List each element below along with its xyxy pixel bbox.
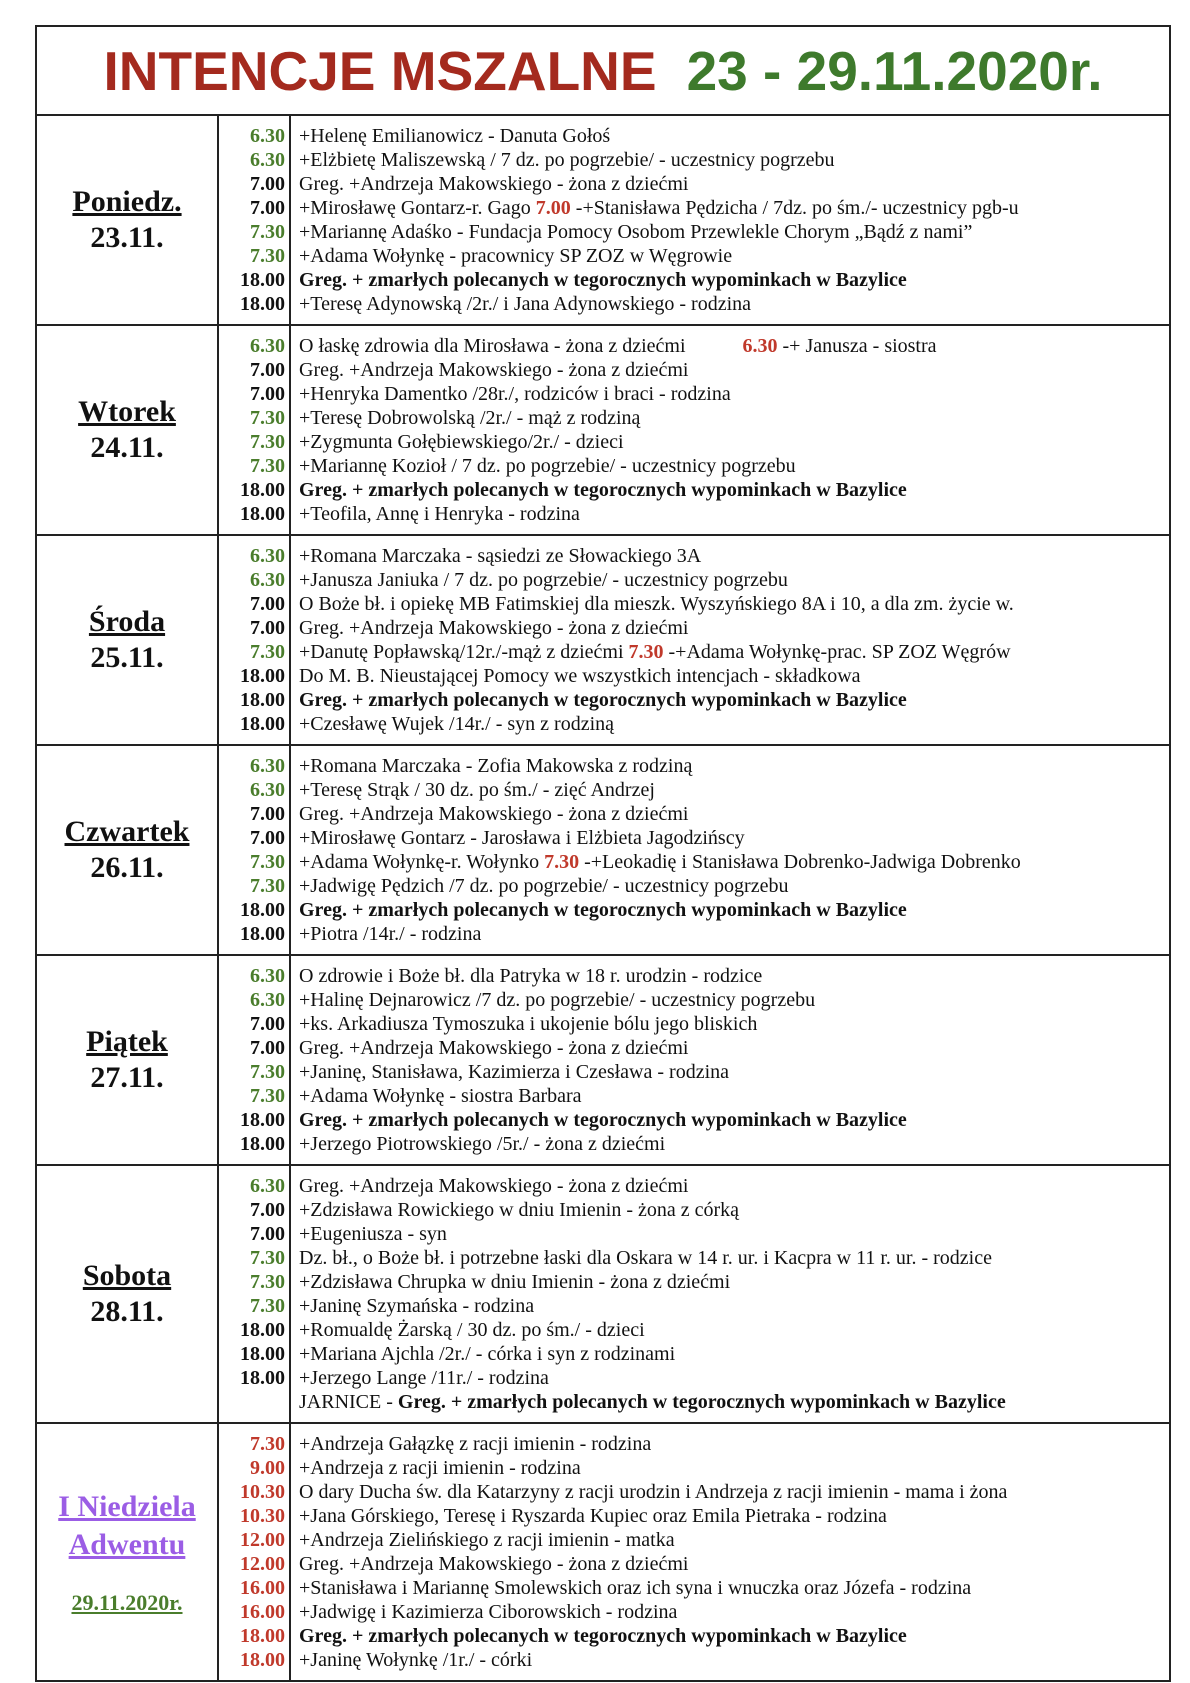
intentions-column xyxy=(291,1424,1169,1680)
intention-text: +Mirosławę Gontarz-r. Gago xyxy=(299,197,531,219)
intention-text-continued: -+ Janusza - siostra xyxy=(782,335,937,357)
intention-line xyxy=(299,502,1169,526)
intention-line xyxy=(299,1084,1169,1108)
intention-text: Greg. +Andrzeja Makowskiego - żona z dziećmi xyxy=(299,359,689,381)
mass-time: 7.00 xyxy=(250,197,285,219)
mass-time: 7.00 xyxy=(250,1223,285,1245)
intention-line xyxy=(299,1528,1169,1552)
mass-time: 7.30 xyxy=(250,875,285,897)
intention-text: +Andrzeja Gałązkę z racji imienin - rodzina xyxy=(299,1433,652,1455)
intention-line xyxy=(299,664,1169,688)
mass-time: 18.00 xyxy=(240,713,285,735)
day-row xyxy=(37,1424,1169,1680)
intention-text: Greg. +Andrzeja Makowskiego - żona z dziećmi xyxy=(299,1175,689,1197)
mass-time: 7.30 xyxy=(250,221,285,243)
times-column xyxy=(219,536,291,744)
mass-time: 18.00 xyxy=(240,503,285,525)
intention-text: +Mariannę Adaśko - Fundacja Pomocy Osobom Przewlekle Chorym „Bądź z nami” xyxy=(299,221,973,243)
intention-line xyxy=(299,1060,1169,1084)
day-name: Środa xyxy=(88,605,166,638)
intention-line xyxy=(299,592,1169,616)
intentions-column xyxy=(291,326,1169,534)
intention-line xyxy=(299,1036,1169,1060)
mass-time: 7.30 xyxy=(250,1433,285,1455)
mass-time: 6.30 xyxy=(250,965,285,987)
day-label xyxy=(37,746,219,954)
intention-line xyxy=(299,1576,1169,1600)
mass-time: 6.30 xyxy=(250,125,285,147)
intention-text: +Teresę Adynowską /2r./ i Jana Adynowskiego - rodzina xyxy=(299,293,752,315)
mass-time: 6.30 xyxy=(250,149,285,171)
intention-text: +Helenę Emilianowicz - Danuta Gołoś xyxy=(299,125,611,147)
mass-time: 7.00 xyxy=(250,1199,285,1221)
intention-line xyxy=(299,1390,1169,1414)
mass-time: 7.30 xyxy=(250,1061,285,1083)
mass-time: 7.00 xyxy=(250,1037,285,1059)
mass-time: 18.00 xyxy=(240,665,285,687)
intention-text: +Adama Wołynkę - pracownicy SP ZOZ w Węgrowie xyxy=(299,245,733,267)
day-label xyxy=(37,116,219,324)
day-label xyxy=(37,536,219,744)
intention-line xyxy=(299,1600,1169,1624)
intention-text: Greg. + zmarłych polecanych w tegorocznych wypominkach w Bazylice xyxy=(299,899,907,921)
mass-time: 7.30 xyxy=(250,455,285,477)
intention-line xyxy=(299,778,1169,802)
day-name: Czwartek xyxy=(64,815,190,848)
mass-time: 7.00 xyxy=(250,359,285,381)
intention-line xyxy=(299,1648,1169,1672)
intention-line xyxy=(299,244,1169,268)
intention-text: Greg. + zmarłych polecanych w tegorocznych wypominkach w Bazylice xyxy=(299,689,907,711)
intention-text: +Romana Marczaka - sąsiedzi ze Słowackiego 3A xyxy=(299,545,702,567)
inline-mass-time: 6.30 xyxy=(737,335,783,357)
intention-text: +Teresę Strąk / 30 dz. po śm./ - zięć Andrzej xyxy=(299,779,655,801)
intention-text: +Mariana Ajchla /2r./ - córka i syn z rodzinami xyxy=(299,1343,676,1365)
day-row xyxy=(37,1166,1169,1424)
mass-time: 7.30 xyxy=(250,641,285,663)
mass-time: 7.30 xyxy=(250,407,285,429)
intentions-column xyxy=(291,746,1169,954)
title-main: INTENCJE MSZALNE xyxy=(103,39,657,102)
intention-line xyxy=(299,1108,1169,1132)
mass-time: 18.00 xyxy=(240,1649,285,1671)
day-date: 25.11. xyxy=(90,641,164,674)
day-name: Wtorek xyxy=(78,395,176,428)
day-name: Sobota xyxy=(82,1259,172,1292)
intention-text-bold: Greg. + zmarłych polecanych w tegorocznych wypominkach w Bazylice xyxy=(397,1391,1006,1413)
mass-time: 7.30 xyxy=(250,1085,285,1107)
intention-text: +Janinę, Stanisława, Kazimierza i Czesława - rodzina xyxy=(299,1061,729,1083)
intention-text: +Czesławę Wujek /14r./ - syn z rodziną xyxy=(299,713,615,735)
intention-line xyxy=(299,334,1169,358)
day-name: I Niedziela xyxy=(58,1490,196,1523)
intention-line xyxy=(299,1222,1169,1246)
intention-line xyxy=(299,640,1169,664)
mass-time: 18.00 xyxy=(240,923,285,945)
intention-text: +Adama Wołynkę - siostra Barbara xyxy=(299,1085,582,1107)
intention-line xyxy=(299,850,1169,874)
day-date: 27.11. xyxy=(90,1061,164,1094)
intention-text: O łaskę zdrowia dla Mirosława - żona z dziećmi xyxy=(299,335,686,357)
title-dates: 23 - 29.11.2020r. xyxy=(686,39,1103,102)
intention-text: +ks. Arkadiusza Tymoszuka i ukojenie bólu jego bliskich xyxy=(299,1013,758,1035)
intention-line xyxy=(299,1198,1169,1222)
mass-time: 18.00 xyxy=(240,1319,285,1341)
intention-text: +Teresę Dobrowolską /2r./ - mąż z rodziną xyxy=(299,407,641,429)
times-column xyxy=(219,956,291,1164)
intention-text: +Zygmunta Gołębiewskiego/2r./ - dzieci xyxy=(299,431,624,453)
intention-line xyxy=(299,1132,1169,1156)
intention-line xyxy=(299,1432,1169,1456)
mass-time: 7.30 xyxy=(250,431,285,453)
mass-time: 7.00 xyxy=(250,173,285,195)
day-name: Poniedz. xyxy=(72,185,182,218)
intention-line xyxy=(299,568,1169,592)
mass-time: 6.30 xyxy=(250,545,285,567)
intention-text: O dary Ducha św. dla Katarzyny z racji urodzin i Andrzeja z racji imienin - mama i żona xyxy=(299,1481,1008,1503)
mass-time: 6.30 xyxy=(250,1175,285,1197)
intention-text: +Eugeniusza - syn xyxy=(299,1223,447,1245)
intention-text: +Zdzisława Rowickiego w dniu Imienin - żona z córką xyxy=(299,1199,740,1221)
intention-line xyxy=(299,1342,1169,1366)
day-name: Piątek xyxy=(86,1025,168,1058)
mass-time: 18.00 xyxy=(240,293,285,315)
intention-line xyxy=(299,220,1169,244)
intention-line xyxy=(299,802,1169,826)
mass-time: 18.00 xyxy=(240,1367,285,1389)
day-date: 23.11. xyxy=(90,221,164,254)
inline-mass-time: 7.30 xyxy=(623,641,669,663)
intention-line xyxy=(299,382,1169,406)
mass-time: 18.00 xyxy=(240,1133,285,1155)
intention-line xyxy=(299,1246,1169,1270)
mass-time: 7.30 xyxy=(250,851,285,873)
intention-text: +Janinę Wołynkę /1r./ - córki xyxy=(299,1649,533,1671)
intention-line xyxy=(299,1456,1169,1480)
intention-text: +Henryka Damentko /28r./, rodziców i braci - rodzina xyxy=(299,383,731,405)
day-date: 26.11. xyxy=(90,851,164,884)
intention-text: Do M. B. Nieustającej Pomocy we wszystkich intencjach - składkowa xyxy=(299,665,861,687)
intention-text: O zdrowie i Boże bł. dla Patryka w 18 r. urodzin - rodzice xyxy=(299,965,763,987)
intention-text: +Jadwigę i Kazimierza Ciborowskich - rodzina xyxy=(299,1601,678,1623)
intention-text: +Andrzeja z racji imienin - rodzina xyxy=(299,1457,581,1479)
intention-line xyxy=(299,1504,1169,1528)
mass-time xyxy=(219,1390,285,1414)
intention-line xyxy=(299,172,1169,196)
mass-time: 7.00 xyxy=(250,593,285,615)
intention-line xyxy=(299,1480,1169,1504)
days-table xyxy=(37,116,1169,1680)
mass-time: 7.00 xyxy=(250,617,285,639)
mass-time: 18.00 xyxy=(240,269,285,291)
mass-time: 7.30 xyxy=(250,1247,285,1269)
intention-text: +Romana Marczaka - Zofia Makowska z rodziną xyxy=(299,755,693,777)
intention-text-continued: -+Stanisława Pędzicha / 7dz. po śm./- uczestnicy pgb-u xyxy=(575,197,1019,219)
intention-text: +Mariannę Kozioł / 7 dz. po pogrzebie/ - uczestnicy pogrzebu xyxy=(299,455,796,477)
intention-line xyxy=(299,616,1169,640)
intention-text: +Halinę Dejnarowicz /7 dz. po pogrzebie/ - uczestnicy pogrzebu xyxy=(299,989,816,1011)
intention-line xyxy=(299,712,1169,736)
intention-line xyxy=(299,124,1169,148)
intention-text: Greg. +Andrzeja Makowskiego - żona z dziećmi xyxy=(299,803,689,825)
day-label xyxy=(37,1166,219,1422)
mass-time: 6.30 xyxy=(250,779,285,801)
intention-line xyxy=(299,196,1169,220)
day-row xyxy=(37,116,1169,326)
mass-time: 7.00 xyxy=(250,383,285,405)
day-name-line2: Adwentu xyxy=(68,1528,186,1561)
intentions-sheet xyxy=(35,25,1171,1682)
mass-time: 7.30 xyxy=(250,245,285,267)
mass-time: 18.00 xyxy=(240,1343,285,1365)
mass-time: 18.00 xyxy=(240,1625,285,1647)
intention-line xyxy=(299,874,1169,898)
intention-line xyxy=(299,1174,1169,1198)
intention-text: Greg. +Andrzeja Makowskiego - żona z dziećmi xyxy=(299,1553,689,1575)
intention-line xyxy=(299,478,1169,502)
day-date: 29.11.2020r. xyxy=(71,1590,183,1615)
day-date: 24.11. xyxy=(90,431,164,464)
intention-line xyxy=(299,754,1169,778)
intention-line xyxy=(299,268,1169,292)
mass-time: 6.30 xyxy=(250,335,285,357)
intentions-column xyxy=(291,536,1169,744)
intention-text: +Danutę Popławską/12r./-mąż z dziećmi xyxy=(299,641,624,663)
mass-time: 7.30 xyxy=(250,1271,285,1293)
times-column xyxy=(219,116,291,324)
intention-line xyxy=(299,148,1169,172)
mass-time: 18.00 xyxy=(240,479,285,501)
day-row xyxy=(37,956,1169,1166)
intention-text: +Janinę Szymańska - rodzina xyxy=(299,1295,535,1317)
mass-time: 16.00 xyxy=(240,1601,285,1623)
times-column xyxy=(219,326,291,534)
day-row xyxy=(37,536,1169,746)
page-title xyxy=(37,27,1169,116)
intention-text: Greg. + zmarłych polecanych w tegorocznych wypominkach w Bazylice xyxy=(299,1109,907,1131)
intention-line xyxy=(299,406,1169,430)
mass-time: 7.00 xyxy=(250,1013,285,1035)
mass-time: 6.30 xyxy=(250,755,285,777)
times-column xyxy=(219,746,291,954)
day-label xyxy=(37,956,219,1164)
intention-line xyxy=(299,430,1169,454)
intentions-column xyxy=(291,1166,1169,1422)
intention-text-continued: -+Leokadię i Stanisława Dobrenko-Jadwiga Dobrenko xyxy=(584,851,1021,873)
intention-text: +Romualdę Żarską / 30 dz. po śm./ - dzieci xyxy=(299,1319,645,1341)
day-label xyxy=(37,326,219,534)
intention-text: +Jerzego Piotrowskiego /5r./ - żona z dziećmi xyxy=(299,1133,666,1155)
mass-time: 7.00 xyxy=(250,827,285,849)
mass-time: 6.30 xyxy=(250,569,285,591)
intention-text: JARNICE - xyxy=(299,1391,398,1413)
intention-line xyxy=(299,988,1169,1012)
mass-time: 9.00 xyxy=(250,1457,285,1479)
day-row xyxy=(37,746,1169,956)
intention-text: +Piotra /14r./ - rodzina xyxy=(299,923,482,945)
intention-line xyxy=(299,454,1169,478)
intention-text-continued: -+Adama Wołynkę-prac. SP ZOZ Węgrów xyxy=(668,641,1011,663)
mass-time: 10.30 xyxy=(240,1505,285,1527)
intention-text: +Janusza Janiuka / 7 dz. po pogrzebie/ - uczestnicy pogrzebu xyxy=(299,569,788,591)
intention-text: Greg. + zmarłych polecanych w tegorocznych wypominkach w Bazylice xyxy=(299,1625,907,1647)
intention-line xyxy=(299,898,1169,922)
mass-time: 18.00 xyxy=(240,899,285,921)
intentions-column xyxy=(291,116,1169,324)
intention-text: +Stanisława i Mariannę Smolewskich oraz ich syna i wnuczka oraz Józefa - rodzina xyxy=(299,1577,972,1599)
times-column xyxy=(219,1424,291,1680)
intention-text: +Teofila, Annę i Henryka - rodzina xyxy=(299,503,580,525)
intention-text: O Boże bł. i opiekę MB Fatimskiej dla mieszk. Wyszyńskiego 8A i 10, a dla zm. życie w. xyxy=(299,593,1014,615)
mass-time: 12.00 xyxy=(240,1553,285,1575)
day-label xyxy=(37,1424,219,1680)
intention-text: +Elżbietę Maliszewską / 7 dz. po pogrzebie/ - uczestnicy pogrzebu xyxy=(299,149,835,171)
mass-time: 16.00 xyxy=(240,1577,285,1599)
intention-text: Greg. + zmarłych polecanych w tegorocznych wypominkach w Bazylice xyxy=(299,479,907,501)
mass-time: 10.30 xyxy=(240,1481,285,1503)
mass-time: 6.30 xyxy=(250,989,285,1011)
intention-text: Greg. +Andrzeja Makowskiego - żona z dziećmi xyxy=(299,617,689,639)
intention-line xyxy=(299,544,1169,568)
intention-text: +Mirosławę Gontarz - Jarosława i Elżbieta Jagodzińscy xyxy=(299,827,745,849)
intention-text: Greg. +Andrzeja Makowskiego - żona z dziećmi xyxy=(299,173,689,195)
intention-line xyxy=(299,922,1169,946)
intention-text: Greg. + zmarłych polecanych w tegorocznych wypominkach w Bazylice xyxy=(299,269,907,291)
intention-text: +Jana Górskiego, Teresę i Ryszarda Kupiec oraz Emila Pietraka - rodzina xyxy=(299,1505,887,1527)
intention-text: +Jadwigę Pędzich /7 dz. po pogrzebie/ - uczestnicy pogrzebu xyxy=(299,875,789,897)
mass-time: 18.00 xyxy=(240,1109,285,1131)
intention-line xyxy=(299,358,1169,382)
intention-text: +Adama Wołynkę-r. Wołynko xyxy=(299,851,540,873)
intention-line xyxy=(299,292,1169,316)
mass-time: 7.00 xyxy=(250,803,285,825)
day-date: 28.11. xyxy=(90,1295,164,1328)
intention-line xyxy=(299,964,1169,988)
inline-mass-time: 7.30 xyxy=(539,851,585,873)
mass-time: 7.30 xyxy=(250,1295,285,1317)
intention-line xyxy=(299,1552,1169,1576)
intention-line xyxy=(299,1270,1169,1294)
intention-line xyxy=(299,1012,1169,1036)
intention-text: Greg. +Andrzeja Makowskiego - żona z dziećmi xyxy=(299,1037,689,1059)
intention-line xyxy=(299,826,1169,850)
times-column xyxy=(219,1166,291,1422)
intention-text: +Jerzego Lange /11r./ - rodzina xyxy=(299,1367,549,1389)
mass-time: 18.00 xyxy=(240,689,285,711)
intention-line xyxy=(299,688,1169,712)
day-row xyxy=(37,326,1169,536)
intention-line xyxy=(299,1366,1169,1390)
intentions-column xyxy=(291,956,1169,1164)
mass-time: 12.00 xyxy=(240,1529,285,1551)
inline-mass-time: 7.00 xyxy=(530,197,576,219)
intention-text: +Zdzisława Chrupka w dniu Imienin - żona z dziećmi xyxy=(299,1271,731,1293)
intention-line xyxy=(299,1318,1169,1342)
intention-text: Dz. bł., o Boże bł. i potrzebne łaski dla Oskara w 14 r. ur. i Kacpra w 11 r. ur. - rodzice xyxy=(299,1247,992,1269)
intention-line xyxy=(299,1294,1169,1318)
intention-line xyxy=(299,1624,1169,1648)
intention-text: +Andrzeja Zielińskiego z racji imienin - matka xyxy=(299,1529,675,1551)
